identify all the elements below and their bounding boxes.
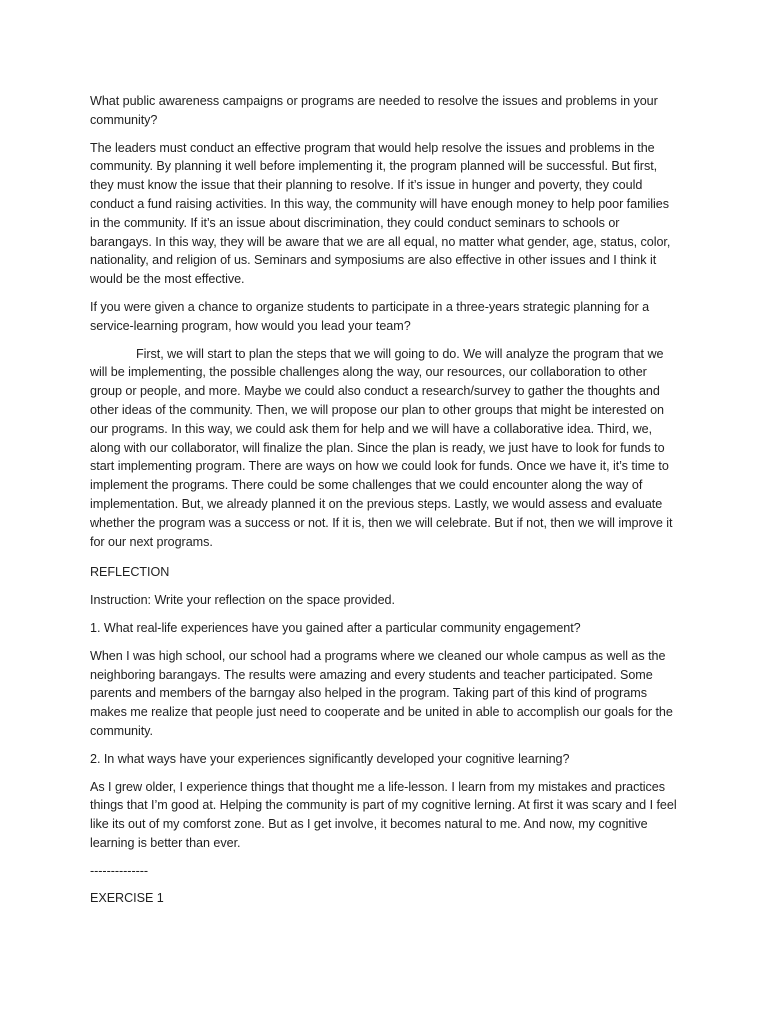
reflection-heading: REFLECTION [90,565,170,580]
exercise-heading: EXERCISE 1 [90,891,164,906]
answer-2: First, we will start to plan the steps that we will going to do. We will analyze the program that we will be implementing, the possible challenges along the way, our resources, our collaboration to other group or people, and more. Maybe we could also conduct a research/survey to gather the thoughts and other ideas of the community. Then, we will propose our plan to other groups that might be interested on our programs. In this way, we could ask them for help and we will have a collaborative idea. Third, we, along with our collaborator, will finalize the plan. Since the plan is ready, we just have to look for funds to start implementing program. There are ways on how we could look for funds. Once we have it, it’s time to implement the programs. There could be some challenges that we could encounter along the way of implementation. But, we already planned it on the previous steps. Lastly, we would assess and evaluate whether the program was a success or not. If it is, then we will celebrate. But if not, then we will improve it for our next programs. [90,346,673,549]
separator-line: -------------- [90,863,149,878]
reflection-question-2: 2. In what ways have your experiences significantly developed your cognitive learning? [90,751,570,766]
reflection-question-1: 1. What real-life experiences have you gained after a particular community engagement? [90,620,581,635]
question-2: If you were given a chance to organize students to participate in a three-years strategic planning for a service-learning program, how would you lead your team? [90,299,650,333]
reflection-answer-2: As I grew older, I experience things that thought me a life-lesson. I learn from my mistakes and practices things that I’m good at. Helping the community is part of my cognitive lerning. At first it was scary and I feel like its out of my comforst zone. But as I get involve, it becomes natural to me. And now, my cognitive learning is better than ever. [90,779,677,850]
document-page [90,92,680,917]
answer-1: The leaders must conduct an effective program that would help resolve the issues and problems in the community. By planning it well before implementing it, the program planned will be successful. But first, they must know the issue that their planning to resolve. If it’s issue in hunger and poverty, they could conduct a fund raising activities. In this way, the community will have enough money to help poor families in the community. If it’s an issue about discrimination, they could conduct seminars to schools or barangays. In this way, they will be aware that we are all equal, no matter what gender, age, status, color, nationality, and religion of us. Seminars and symposiums are also effective in other issues and I think it would be the most effective. [90,140,671,287]
reflection-instruction: Instruction: Write your reflection on the space provided. [90,593,395,608]
reflection-answer-1: When I was high school, our school had a programs where we cleaned our whole campus as well as the neighboring barangays. The results were amazing and every students and teacher participated. Some parents and members of the barngay also helped in the program. Taking part of this kind of programs makes me realize that people just need to cooperate and be united in able to accomplish our goals for the community. [90,648,673,738]
question-1: What public awareness campaigns or programs are needed to resolve the issues and problems in your community? [90,94,658,127]
